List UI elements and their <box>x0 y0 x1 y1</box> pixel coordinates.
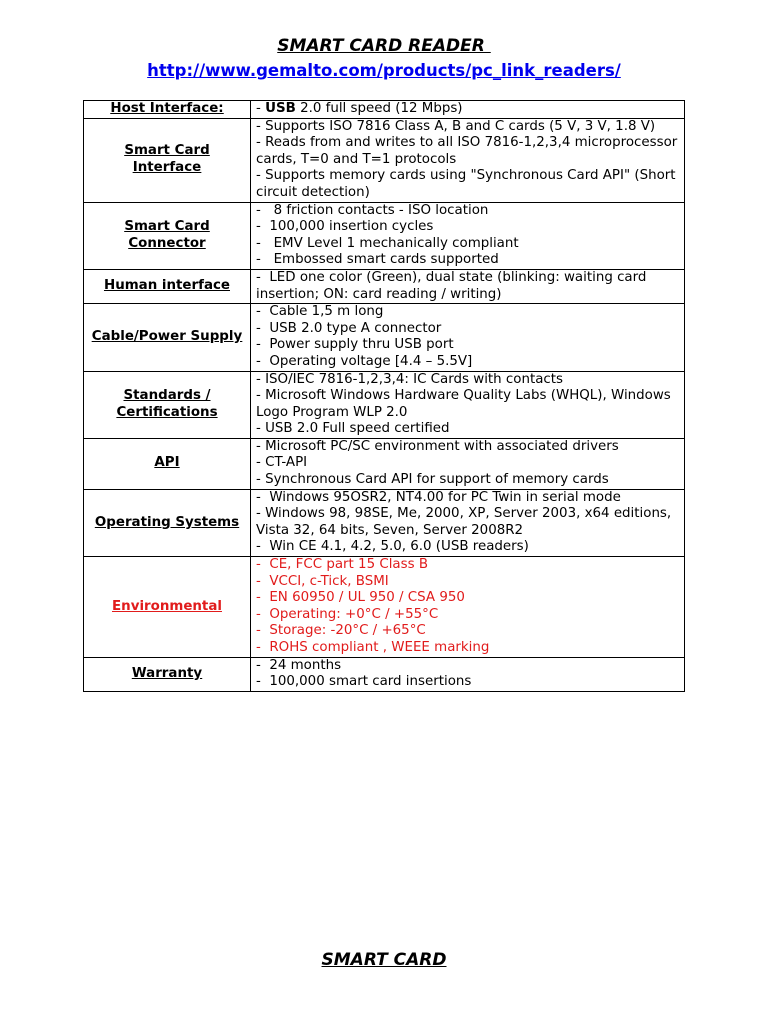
spec-label: Operating Systems <box>84 489 251 556</box>
spec-label: Cable/Power Supply <box>84 304 251 371</box>
spec-line: - Supports ISO 7816 Class A, B and C cards (5 V, 3 V, 1.8 V) <box>256 118 656 134</box>
spec-row-environmental <box>84 557 685 658</box>
spec-value <box>251 202 685 269</box>
spec-line: - USB 2.0 Full speed certified <box>256 421 450 437</box>
spec-line: - Power supply thru USB port <box>256 337 454 353</box>
spec-line: - Operating voltage [4.4 – 5.5V] <box>256 353 473 369</box>
spec-value <box>251 269 685 303</box>
spec-line: - LED one color (Green), dual state (blinking: waiting card insertion; ON: card reading / writing) <box>256 269 651 302</box>
spec-line: - Storage: -20°C / +65°C <box>256 623 426 639</box>
spec-line: - Synchronous Card API for support of memory cards <box>256 472 609 488</box>
spec-label: Environmental <box>84 557 251 658</box>
spec-label: Human interface <box>84 269 251 303</box>
spec-label: Smart Card Connector <box>84 202 251 269</box>
spec-value: - USB 2.0 full speed (12 Mbps) <box>251 101 685 119</box>
spec-line: - Operating: +0°C / +55°C <box>256 606 439 622</box>
spec-line: - Cable 1,5 m long <box>256 304 384 320</box>
footer-heading: SMART CARD <box>321 950 447 970</box>
spec-line: - Microsoft Windows Hardware Quality Labs (WHQL), Windows Logo Program WLP 2.0 <box>256 388 676 420</box>
spec-line: - Windows 95OSR2, NT4.00 for PC Twin in serial mode <box>256 489 621 505</box>
spec-line: - Supports memory cards using "Synchronous Card API" (Short circuit detection) <box>256 168 680 200</box>
spec-line: - Reads from and writes to all ISO 7816-1,2,3,4 microprocessor cards, T=0 and T=1 protocols <box>256 135 682 167</box>
document-title: SMART CARD READER <box>277 36 491 56</box>
spec-line: - EMV Level 1 mechanically compliant <box>256 235 519 251</box>
spec-label: Smart Card Interface <box>84 118 251 202</box>
spec-row-smart-card-connector <box>84 202 685 269</box>
spec-line: - 24 months <box>256 657 342 673</box>
spec-line: - CE, FCC part 15 Class B <box>256 557 429 573</box>
spec-row-operating-systems <box>84 489 685 556</box>
spec-table <box>83 100 685 692</box>
spec-line: - ROHS compliant , WEEE marking <box>256 640 490 655</box>
spec-value <box>251 304 685 371</box>
product-link[interactable]: http://www.gemalto.com/products/pc_link_readers/ <box>147 61 621 80</box>
spec-label: Standards / Certifications <box>84 371 251 438</box>
spec-row-human-interface <box>84 269 685 303</box>
spec-label: Host Interface: <box>84 101 251 119</box>
spec-value <box>251 557 685 658</box>
spec-line: - Microsoft PC/SC environment with associated drivers <box>256 438 619 454</box>
spec-line: - ISO/IEC 7816-1,2,3,4: IC Cards with contacts <box>256 371 563 387</box>
spec-row-smart-card-interface <box>84 118 685 202</box>
spec-value <box>251 371 685 438</box>
spec-value <box>251 489 685 556</box>
spec-row-cable-power-supply <box>84 304 685 371</box>
spec-line: - CT-API <box>256 455 308 471</box>
usb-bold-text: USB <box>265 101 296 116</box>
spec-line: - Embossed smart cards supported <box>256 252 499 268</box>
spec-line: - Win CE 4.1, 4.2, 5.0, 6.0 (USB readers) <box>256 539 529 555</box>
spec-line: - EN 60950 / UL 950 / CSA 950 <box>256 590 465 606</box>
spec-row-standards <box>84 371 685 438</box>
spec-line: - Windows 98, 98SE, Me, 2000, XP, Server 2003, x64 editions, Vista 32, 64 bits, Seven, Server 2008R2 <box>256 506 676 538</box>
spec-line: - USB 2.0 type A connector <box>256 320 442 336</box>
spec-line: - 100,000 insertion cycles <box>256 219 434 235</box>
spec-line: - 100,000 smart card insertions <box>256 674 472 690</box>
spec-row-warranty <box>84 657 685 691</box>
spec-row-api <box>84 438 685 489</box>
spec-line: - 8 friction contacts - ISO location <box>256 202 489 218</box>
spec-value <box>251 438 685 489</box>
spec-label: API <box>84 438 251 489</box>
spec-value <box>251 118 685 202</box>
spec-label: Warranty <box>84 657 251 691</box>
spec-line: - VCCI, c-Tick, BSMI <box>256 573 389 589</box>
spec-value <box>251 657 685 691</box>
spec-row-host-interface <box>84 101 685 119</box>
